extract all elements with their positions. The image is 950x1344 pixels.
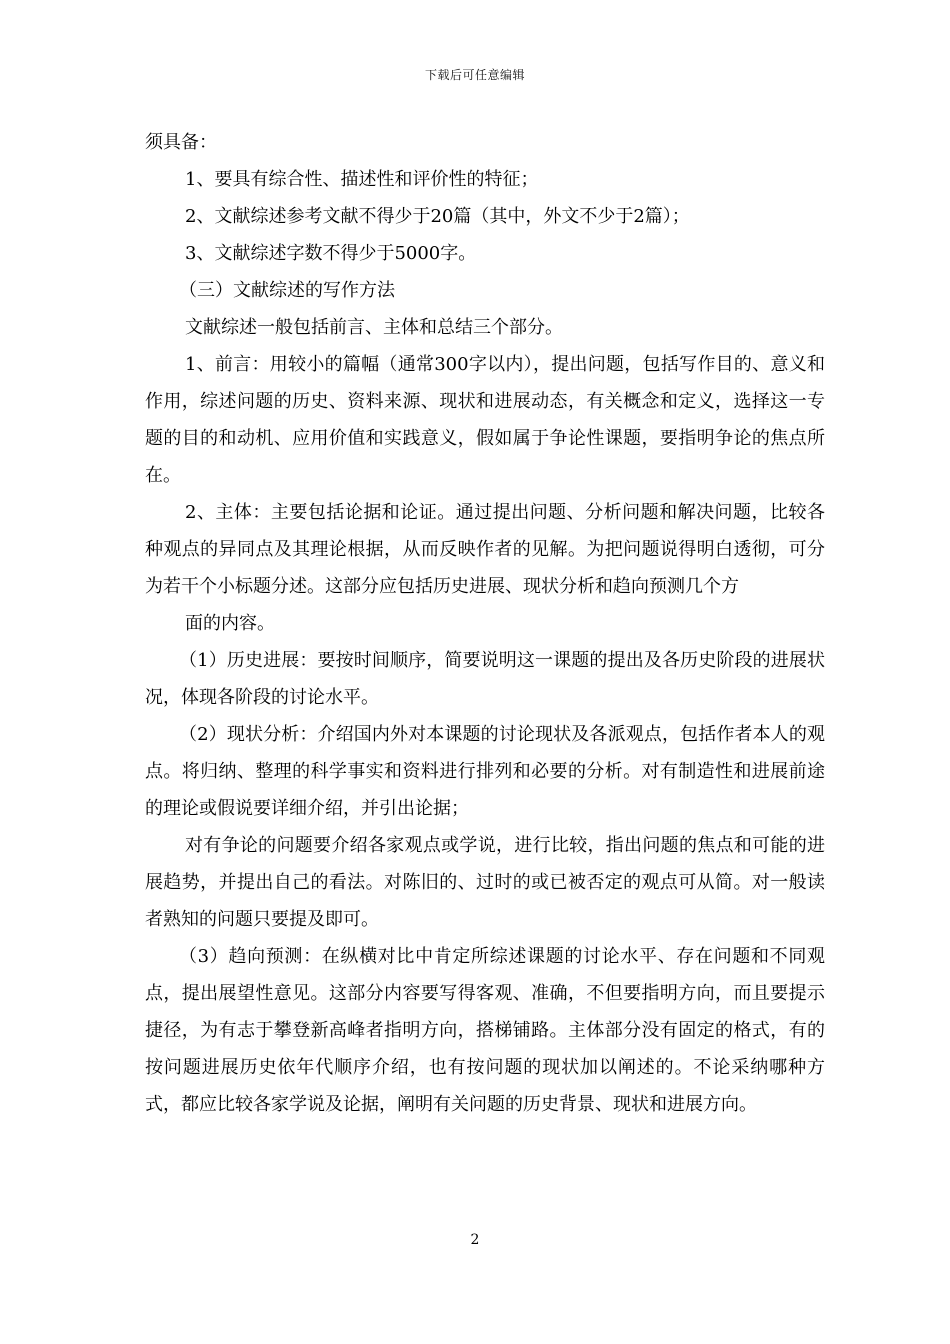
paragraph-controversy: 对有争论的问题要介绍各家观点或学说，进行比较，指出问题的焦点和可能的进展趋势，并提出自己的看法。对陈旧的、过时的或已被否定的观点可从简。对一般读者熟知的问题只要提及即可。	[145, 835, 825, 930]
page-header: 下载后可任意编辑	[424, 68, 525, 82]
paragraph-trend-forecast: （3）趋向预测：在纵横对比中肯定所综述课题的讨论水平、存在问题和不同观点，提出展望性意见。这部分内容要写得客观、准确，不但要指明方向，而且要提示捷径，为有志于攀登新高峰者指明方向，搭梯铺路。主体部分没有固定的格式，有的按问题进展历史依年代顺序介绍，也有按问题的现状加以阐述的。不论采纳哪种方式，都应比较各家学说及论据，阐明有关问题的历史背景、现状和进展方向。	[145, 946, 825, 1115]
page-number: 2	[470, 1232, 480, 1248]
paragraph-main-body: 2、主体：主要包括论据和论证。通过提出问题、分析问题和解决问题，比较各种观点的异同点及其理论根据，从而反映作者的见解。为把问题说得明白透彻，可分为若干个小标题分述。这部分应包括历史进展、现状分析和趋向预测几个方	[145, 502, 825, 597]
paragraph-preface: 1、前言：用较小的篇幅（通常300字以内），提出问题，包括写作目的、意义和作用，综述问题的历史、资料来源、现状和进展动态，有关概念和定义，选择这一专题的目的和动机、应用价值和实践意义，假如属于争论性课题，要指明争论的焦点所在。	[145, 354, 825, 486]
document-body	[145, 124, 825, 1123]
list-item-requirement-3: 3、文献综述字数不得少于5000字。	[185, 243, 477, 264]
section-heading-writing-method: （三）文献综述的写作方法	[179, 280, 395, 301]
list-item-requirement-2: 2、文献综述参考文献不得少于20篇（其中，外文不少于2篇）；	[185, 206, 690, 227]
paragraph-main-body-continued: 面的内容。	[185, 613, 275, 634]
paragraph-history: （1）历史进展：要按时间顺序，简要说明这一课题的提出及各历史阶段的进展状况，体现各阶段的讨论水平。	[145, 650, 825, 708]
list-item-requirement-1: 1、要具有综合性、描述性和评价性的特征；	[185, 169, 539, 190]
paragraph-status-analysis: （2）现状分析：介绍国内外对本课题的讨论现状及各派观点，包括作者本人的观点。将归纳、整理的科学事实和资料进行排列和必要的分析。对有制造性和进展前途的理论或假说要详细介绍，并引出论据；	[145, 724, 825, 819]
paragraph-intro: 须具备：	[145, 132, 217, 153]
paragraph-structure: 文献综述一般包括前言、主体和总结三个部分。	[185, 317, 563, 338]
